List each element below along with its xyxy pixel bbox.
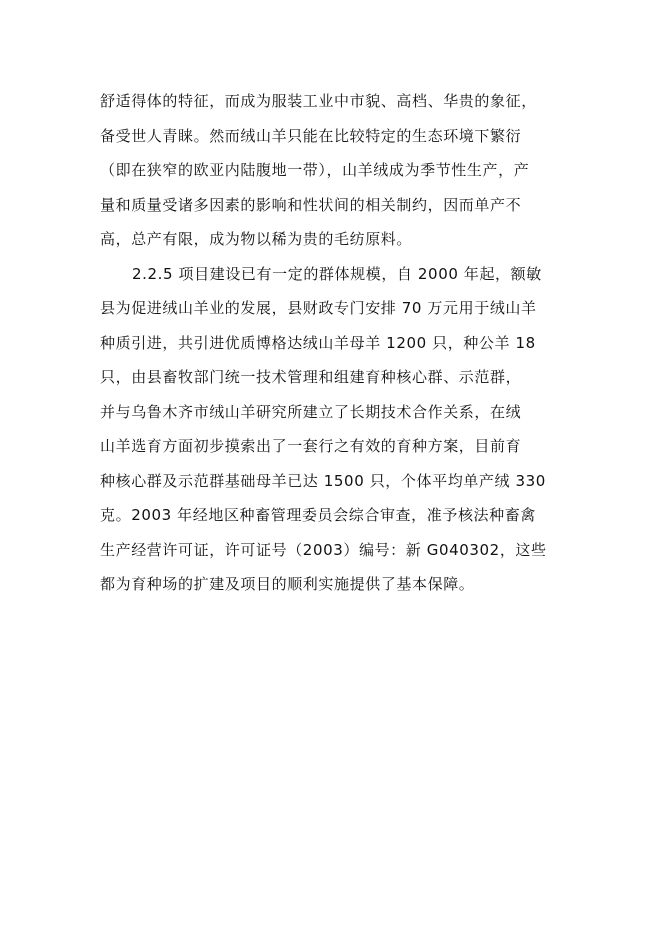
text-line: 生产经营许可证，许可证号（2003）编号：新 G040302，这些 xyxy=(100,540,547,559)
section-2-2-5-first-line: 2.2.5 项目建设已有一定的群体规模，自 2000 年起，额敏 xyxy=(132,264,542,283)
document-body xyxy=(100,84,562,602)
text-line: 量和质量受诸多因素的影响和性状间的相关制约，因而单产不 xyxy=(100,195,522,214)
text-line: 并与乌鲁木齐市绒山羊研究所建立了长期技术合作关系，在绒 xyxy=(100,402,522,421)
text-line: 种质引进，共引进优质博格达绒山羊母羊 1200 只，种公羊 18 xyxy=(100,333,536,352)
text-line: 舒适得体的特征，而成为服装工业中市貌、高档、华贵的象征， xyxy=(100,92,537,110)
text-line: （即在狭窄的欧亚内陆腹地一带），山羊绒成为季节性生产，产 xyxy=(100,161,530,179)
text-line: 克。2003 年经地区种畜管理委员会综合审查，准予核法种畜禽 xyxy=(100,506,536,524)
text-line: 山羊选育方面初步摸索出了一套行之有效的育种方案，目前育 xyxy=(100,437,522,455)
text-line: 都为育种场的扩建及项目的顺利实施提供了基本保障。 xyxy=(100,575,475,593)
text-line: 只，由县畜牧部门统一技术管理和组建育种核心群、示范群， xyxy=(100,368,522,386)
text-line: 县为促进绒山羊业的发展，县财政专门安排 70 万元用于绒山羊 xyxy=(100,299,537,317)
text-line: 种核心群及示范群基础母羊已达 1500 只，个体平均单产绒 330 xyxy=(100,471,546,490)
text-line: 高，总产有限，成为物以稀为贵的毛纺原料。 xyxy=(100,230,413,248)
text-line: 备受世人青睐。然而绒山羊只能在比较特定的生态环境下繁衍 xyxy=(100,126,522,145)
